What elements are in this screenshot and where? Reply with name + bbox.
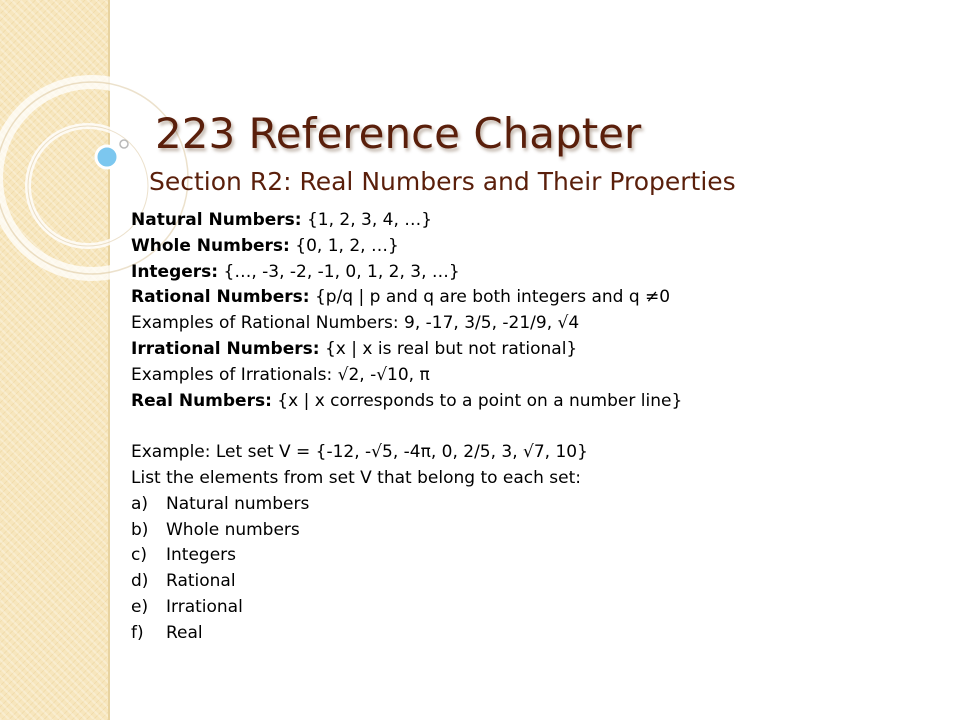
page-title: 223 Reference Chapter bbox=[155, 109, 642, 158]
bubble-small-icon bbox=[120, 140, 128, 148]
example-set-line: Example: Let set V = {-12, -√5, -4π, 0, 2/5, 3, √7, 10} bbox=[131, 442, 588, 463]
blank-line bbox=[131, 414, 931, 440]
definition-irrational: Irrational Numbers: {x | x is real but not rational} bbox=[131, 338, 578, 359]
list-item: f) Real bbox=[131, 622, 203, 643]
examples-rational: Examples of Rational Numbers: 9, -17, 3/5, -21/9, √4 bbox=[131, 313, 580, 334]
definition-whole: Whole Numbers: {0, 1, 2, …} bbox=[131, 235, 399, 256]
definition-real: Real Numbers: {x | x corresponds to a point on a number line} bbox=[131, 390, 683, 411]
list-item: d) Rational bbox=[131, 571, 236, 592]
examples-irrational: Examples of Irrationals: √2, -√10, π bbox=[131, 364, 430, 385]
definition-integers: Integers: {…, -3, -2, -1, 0, 1, 2, 3, …} bbox=[131, 261, 460, 282]
definition-rational: Rational Numbers: {p/q | p and q are both integers and q ≠0 bbox=[131, 287, 671, 308]
slide-content bbox=[131, 208, 931, 647]
section-subtitle: Section R2: Real Numbers and Their Properties bbox=[149, 167, 736, 196]
list-item: c) Integers bbox=[131, 545, 237, 566]
instruction-line: List the elements from set V that belong to each set: bbox=[131, 467, 582, 488]
list-item: e) Irrational bbox=[131, 596, 243, 617]
list-item: b) Whole numbers bbox=[131, 519, 300, 540]
definition-natural: Natural Numbers: {1, 2, 3, 4, …} bbox=[131, 210, 433, 230]
bubble-large-icon bbox=[96, 146, 118, 168]
list-item: a) Natural numbers bbox=[131, 493, 310, 514]
